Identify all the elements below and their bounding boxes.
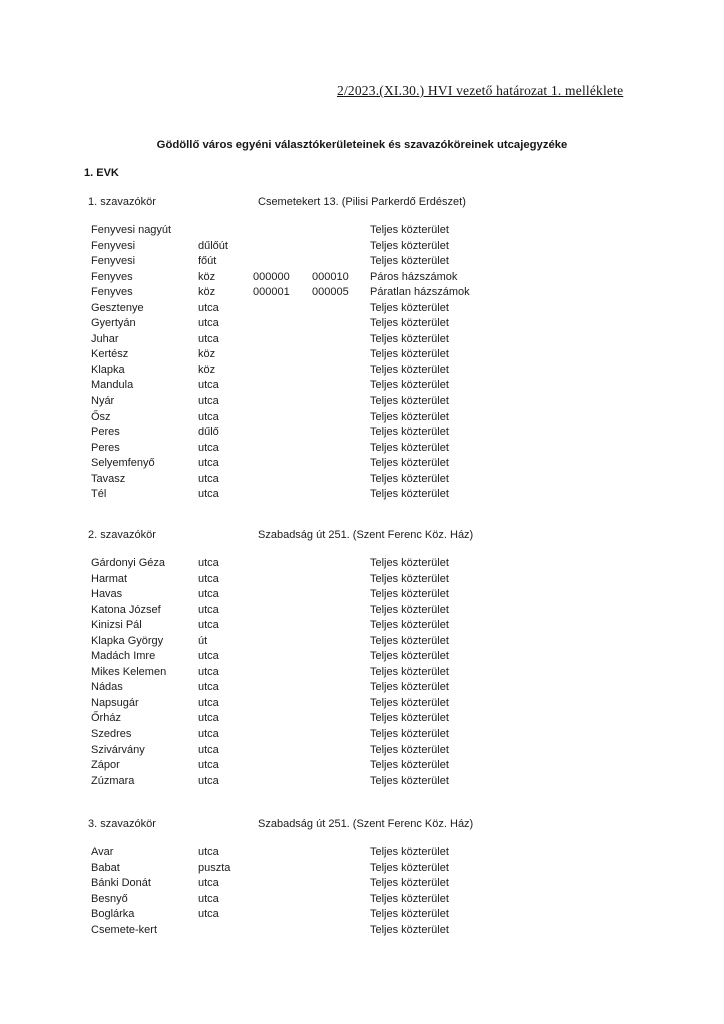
street-scope: Teljes közterület bbox=[370, 696, 449, 709]
street-name: Kertész bbox=[91, 348, 129, 361]
street-scope: Teljes közterület bbox=[370, 572, 449, 585]
table-row bbox=[0, 472, 724, 488]
section-rows bbox=[0, 556, 724, 789]
street-name: Avar bbox=[91, 846, 114, 858]
street-name: Boglárka bbox=[91, 908, 135, 921]
street-name: Tél bbox=[91, 488, 107, 501]
table-row bbox=[0, 696, 724, 712]
section-rows bbox=[0, 845, 724, 938]
street-scope: Teljes közterület bbox=[370, 472, 449, 485]
section-location: Szabadság út 251. (Szent Ferenc Köz. Ház) bbox=[258, 529, 474, 541]
street-type: utca bbox=[198, 846, 219, 858]
street-name: Nádas bbox=[91, 681, 123, 694]
street-scope: Teljes közterület bbox=[370, 363, 449, 376]
street-scope: Teljes közterület bbox=[370, 861, 449, 874]
street-type: utca bbox=[198, 332, 219, 345]
street-scope: Teljes közterület bbox=[370, 743, 449, 756]
street-scope: Teljes közterület bbox=[370, 846, 449, 858]
table-row bbox=[0, 907, 724, 923]
street-scope: Teljes közterület bbox=[370, 301, 449, 314]
street-type: dűlőút bbox=[198, 239, 228, 252]
street-scope: Teljes közterület bbox=[370, 332, 449, 345]
street-name: Katona József bbox=[91, 603, 161, 616]
street-scope: Teljes közterület bbox=[370, 877, 449, 890]
street-name: Klapka György bbox=[91, 634, 164, 647]
street-name: Nyár bbox=[91, 395, 115, 408]
table-row bbox=[0, 603, 724, 619]
street-scope: Teljes közterület bbox=[370, 441, 449, 454]
section-label: 3. szavazókör bbox=[88, 818, 156, 830]
street-name: Fenyvesi bbox=[91, 255, 136, 268]
street-type: köz bbox=[198, 363, 216, 376]
table-row bbox=[0, 301, 724, 317]
table-row bbox=[0, 285, 724, 301]
street-type: utca bbox=[198, 619, 219, 632]
table-row bbox=[0, 363, 724, 379]
street-name: Fenyvesi nagyút bbox=[91, 224, 172, 236]
table-row bbox=[0, 270, 724, 286]
street-name: Mandula bbox=[91, 379, 134, 392]
street-type: utca bbox=[198, 488, 219, 501]
voting-district-section bbox=[0, 529, 724, 789]
table-row bbox=[0, 727, 724, 743]
street-name: Peres bbox=[91, 426, 120, 439]
street-type: utca bbox=[198, 379, 219, 392]
street-name: Napsugár bbox=[91, 696, 139, 709]
range-from: 000000 bbox=[253, 270, 290, 283]
street-scope: Teljes közterület bbox=[370, 588, 449, 601]
table-row bbox=[0, 665, 724, 681]
table-row bbox=[0, 239, 724, 255]
street-scope: Teljes közterület bbox=[370, 728, 449, 741]
street-scope: Teljes közterület bbox=[370, 774, 449, 787]
street-type: köz bbox=[198, 286, 216, 299]
street-name: Mikes Kelemen bbox=[91, 665, 167, 678]
table-row bbox=[0, 743, 724, 759]
street-scope: Teljes közterület bbox=[370, 634, 449, 647]
voting-district-section bbox=[0, 818, 724, 938]
street-type: utca bbox=[198, 441, 219, 454]
street-scope: Teljes közterület bbox=[370, 557, 449, 569]
section-location: Szabadság út 251. (Szent Ferenc Köz. Ház) bbox=[258, 818, 474, 830]
street-name: Kinizsi Pál bbox=[91, 619, 142, 632]
street-name: Zúzmara bbox=[91, 774, 135, 787]
street-name: Fenyves bbox=[91, 286, 133, 299]
street-scope: Teljes közterület bbox=[370, 224, 449, 236]
table-row bbox=[0, 425, 724, 441]
street-type: utca bbox=[198, 572, 219, 585]
street-type: utca bbox=[198, 588, 219, 601]
street-type: utca bbox=[198, 410, 219, 423]
section-rows bbox=[0, 223, 724, 503]
page-title: Gödöllő város egyéni választókerületeinek és szavazóköreinek utcajegyzéke bbox=[156, 139, 568, 151]
street-type: puszta bbox=[198, 861, 231, 874]
street-name: Gyertyán bbox=[91, 317, 136, 330]
street-type: utca bbox=[198, 774, 219, 787]
street-type: utca bbox=[198, 759, 219, 772]
street-name: Havas bbox=[91, 588, 123, 601]
table-row bbox=[0, 347, 724, 363]
street-type: köz bbox=[198, 348, 216, 361]
table-row bbox=[0, 774, 724, 790]
table-row bbox=[0, 861, 724, 877]
section-location: Csemetekert 13. (Pilisi Parkerdő Erdészet) bbox=[258, 196, 466, 208]
street-name: Juhar bbox=[91, 332, 119, 345]
street-type: főút bbox=[198, 255, 217, 268]
section-label: 2. szavazókör bbox=[88, 529, 156, 541]
street-type: utca bbox=[198, 743, 219, 756]
street-type: dűlő bbox=[198, 426, 219, 439]
street-type: utca bbox=[198, 317, 219, 330]
street-type: utca bbox=[198, 908, 219, 921]
street-scope: Teljes közterület bbox=[370, 650, 449, 663]
street-name: Peres bbox=[91, 441, 120, 454]
street-name: Tavasz bbox=[91, 472, 126, 485]
table-row bbox=[0, 316, 724, 332]
street-type: út bbox=[198, 634, 208, 647]
table-row bbox=[0, 332, 724, 348]
street-scope: Páros házszámok bbox=[370, 270, 458, 283]
street-name: Madách Imre bbox=[91, 650, 156, 663]
street-type: utca bbox=[198, 472, 219, 485]
section-header bbox=[0, 196, 724, 212]
street-scope: Teljes közterület bbox=[370, 665, 449, 678]
street-name: Őrház bbox=[91, 712, 121, 725]
street-scope: Teljes közterület bbox=[370, 395, 449, 408]
street-type: utca bbox=[198, 728, 219, 741]
street-type: utca bbox=[198, 301, 219, 314]
range-from: 000001 bbox=[253, 286, 290, 299]
street-type: utca bbox=[198, 457, 219, 470]
street-scope: Teljes közterület bbox=[370, 379, 449, 392]
street-scope: Teljes közterület bbox=[370, 426, 449, 439]
street-name: Gesztenye bbox=[91, 301, 144, 314]
table-row bbox=[0, 441, 724, 457]
section-header bbox=[0, 818, 724, 834]
street-name: Ősz bbox=[91, 410, 111, 423]
street-scope: Teljes közterület bbox=[370, 712, 449, 725]
street-type: utca bbox=[198, 665, 219, 678]
district-label: 1. EVK bbox=[84, 167, 119, 179]
street-scope: Teljes közterület bbox=[370, 759, 449, 772]
table-row bbox=[0, 572, 724, 588]
street-name: Zápor bbox=[91, 759, 120, 772]
street-scope: Teljes közterület bbox=[370, 317, 449, 330]
street-name: Selyemfenyő bbox=[91, 457, 155, 470]
street-type: utca bbox=[198, 892, 219, 905]
street-scope: Páratlan házszámok bbox=[370, 286, 470, 299]
table-row bbox=[0, 410, 724, 426]
street-scope: Teljes közterület bbox=[370, 255, 449, 268]
table-row bbox=[0, 254, 724, 270]
street-name: Fenyvesi bbox=[91, 239, 136, 252]
street-type: utca bbox=[198, 681, 219, 694]
street-scope: Teljes közterület bbox=[370, 892, 449, 905]
street-name: Csemete-kert bbox=[91, 923, 158, 936]
street-scope: Teljes közterület bbox=[370, 348, 449, 361]
street-scope: Teljes közterület bbox=[370, 923, 449, 936]
street-scope: Teljes közterület bbox=[370, 239, 449, 252]
street-type: utca bbox=[198, 650, 219, 663]
street-name: Klapka bbox=[91, 363, 125, 376]
document-reference-heading: 2/2023.(XI.30.) HVI vezető határozat 1. melléklete bbox=[337, 83, 624, 98]
table-row bbox=[0, 711, 724, 727]
street-type: köz bbox=[198, 270, 216, 283]
street-type: utca bbox=[198, 696, 219, 709]
table-row bbox=[0, 394, 724, 410]
street-type: utca bbox=[198, 712, 219, 725]
voting-district-section bbox=[0, 196, 724, 503]
table-row bbox=[0, 223, 724, 239]
street-scope: Teljes közterület bbox=[370, 619, 449, 632]
street-name: Bánki Donát bbox=[91, 877, 151, 890]
street-scope: Teljes közterület bbox=[370, 908, 449, 921]
street-scope: Teljes közterület bbox=[370, 410, 449, 423]
street-name: Babat bbox=[91, 861, 120, 874]
table-row bbox=[0, 845, 724, 861]
street-type: utca bbox=[198, 877, 219, 890]
street-scope: Teljes közterület bbox=[370, 488, 449, 501]
table-row bbox=[0, 876, 724, 892]
table-row bbox=[0, 587, 724, 603]
table-row bbox=[0, 758, 724, 774]
street-scope: Teljes közterület bbox=[370, 603, 449, 616]
table-row bbox=[0, 487, 724, 503]
street-type: utca bbox=[198, 557, 219, 569]
section-header bbox=[0, 529, 724, 545]
table-row bbox=[0, 892, 724, 908]
table-row bbox=[0, 923, 724, 939]
street-type: utca bbox=[198, 395, 219, 408]
street-name: Gárdonyi Géza bbox=[91, 557, 165, 569]
table-row bbox=[0, 634, 724, 650]
range-to: 000010 bbox=[312, 270, 349, 283]
range-to: 000005 bbox=[312, 286, 349, 299]
table-row bbox=[0, 456, 724, 472]
table-row bbox=[0, 649, 724, 665]
street-type: utca bbox=[198, 603, 219, 616]
street-name: Besnyő bbox=[91, 892, 128, 905]
street-name: Fenyves bbox=[91, 270, 133, 283]
table-row bbox=[0, 556, 724, 572]
table-row bbox=[0, 680, 724, 696]
section-label: 1. szavazókör bbox=[88, 196, 156, 208]
street-name: Szivárvány bbox=[91, 743, 145, 756]
street-scope: Teljes közterület bbox=[370, 681, 449, 694]
street-name: Harmat bbox=[91, 572, 128, 585]
table-row bbox=[0, 378, 724, 394]
street-name: Szedres bbox=[91, 728, 132, 741]
street-scope: Teljes közterület bbox=[370, 457, 449, 470]
table-row bbox=[0, 618, 724, 634]
